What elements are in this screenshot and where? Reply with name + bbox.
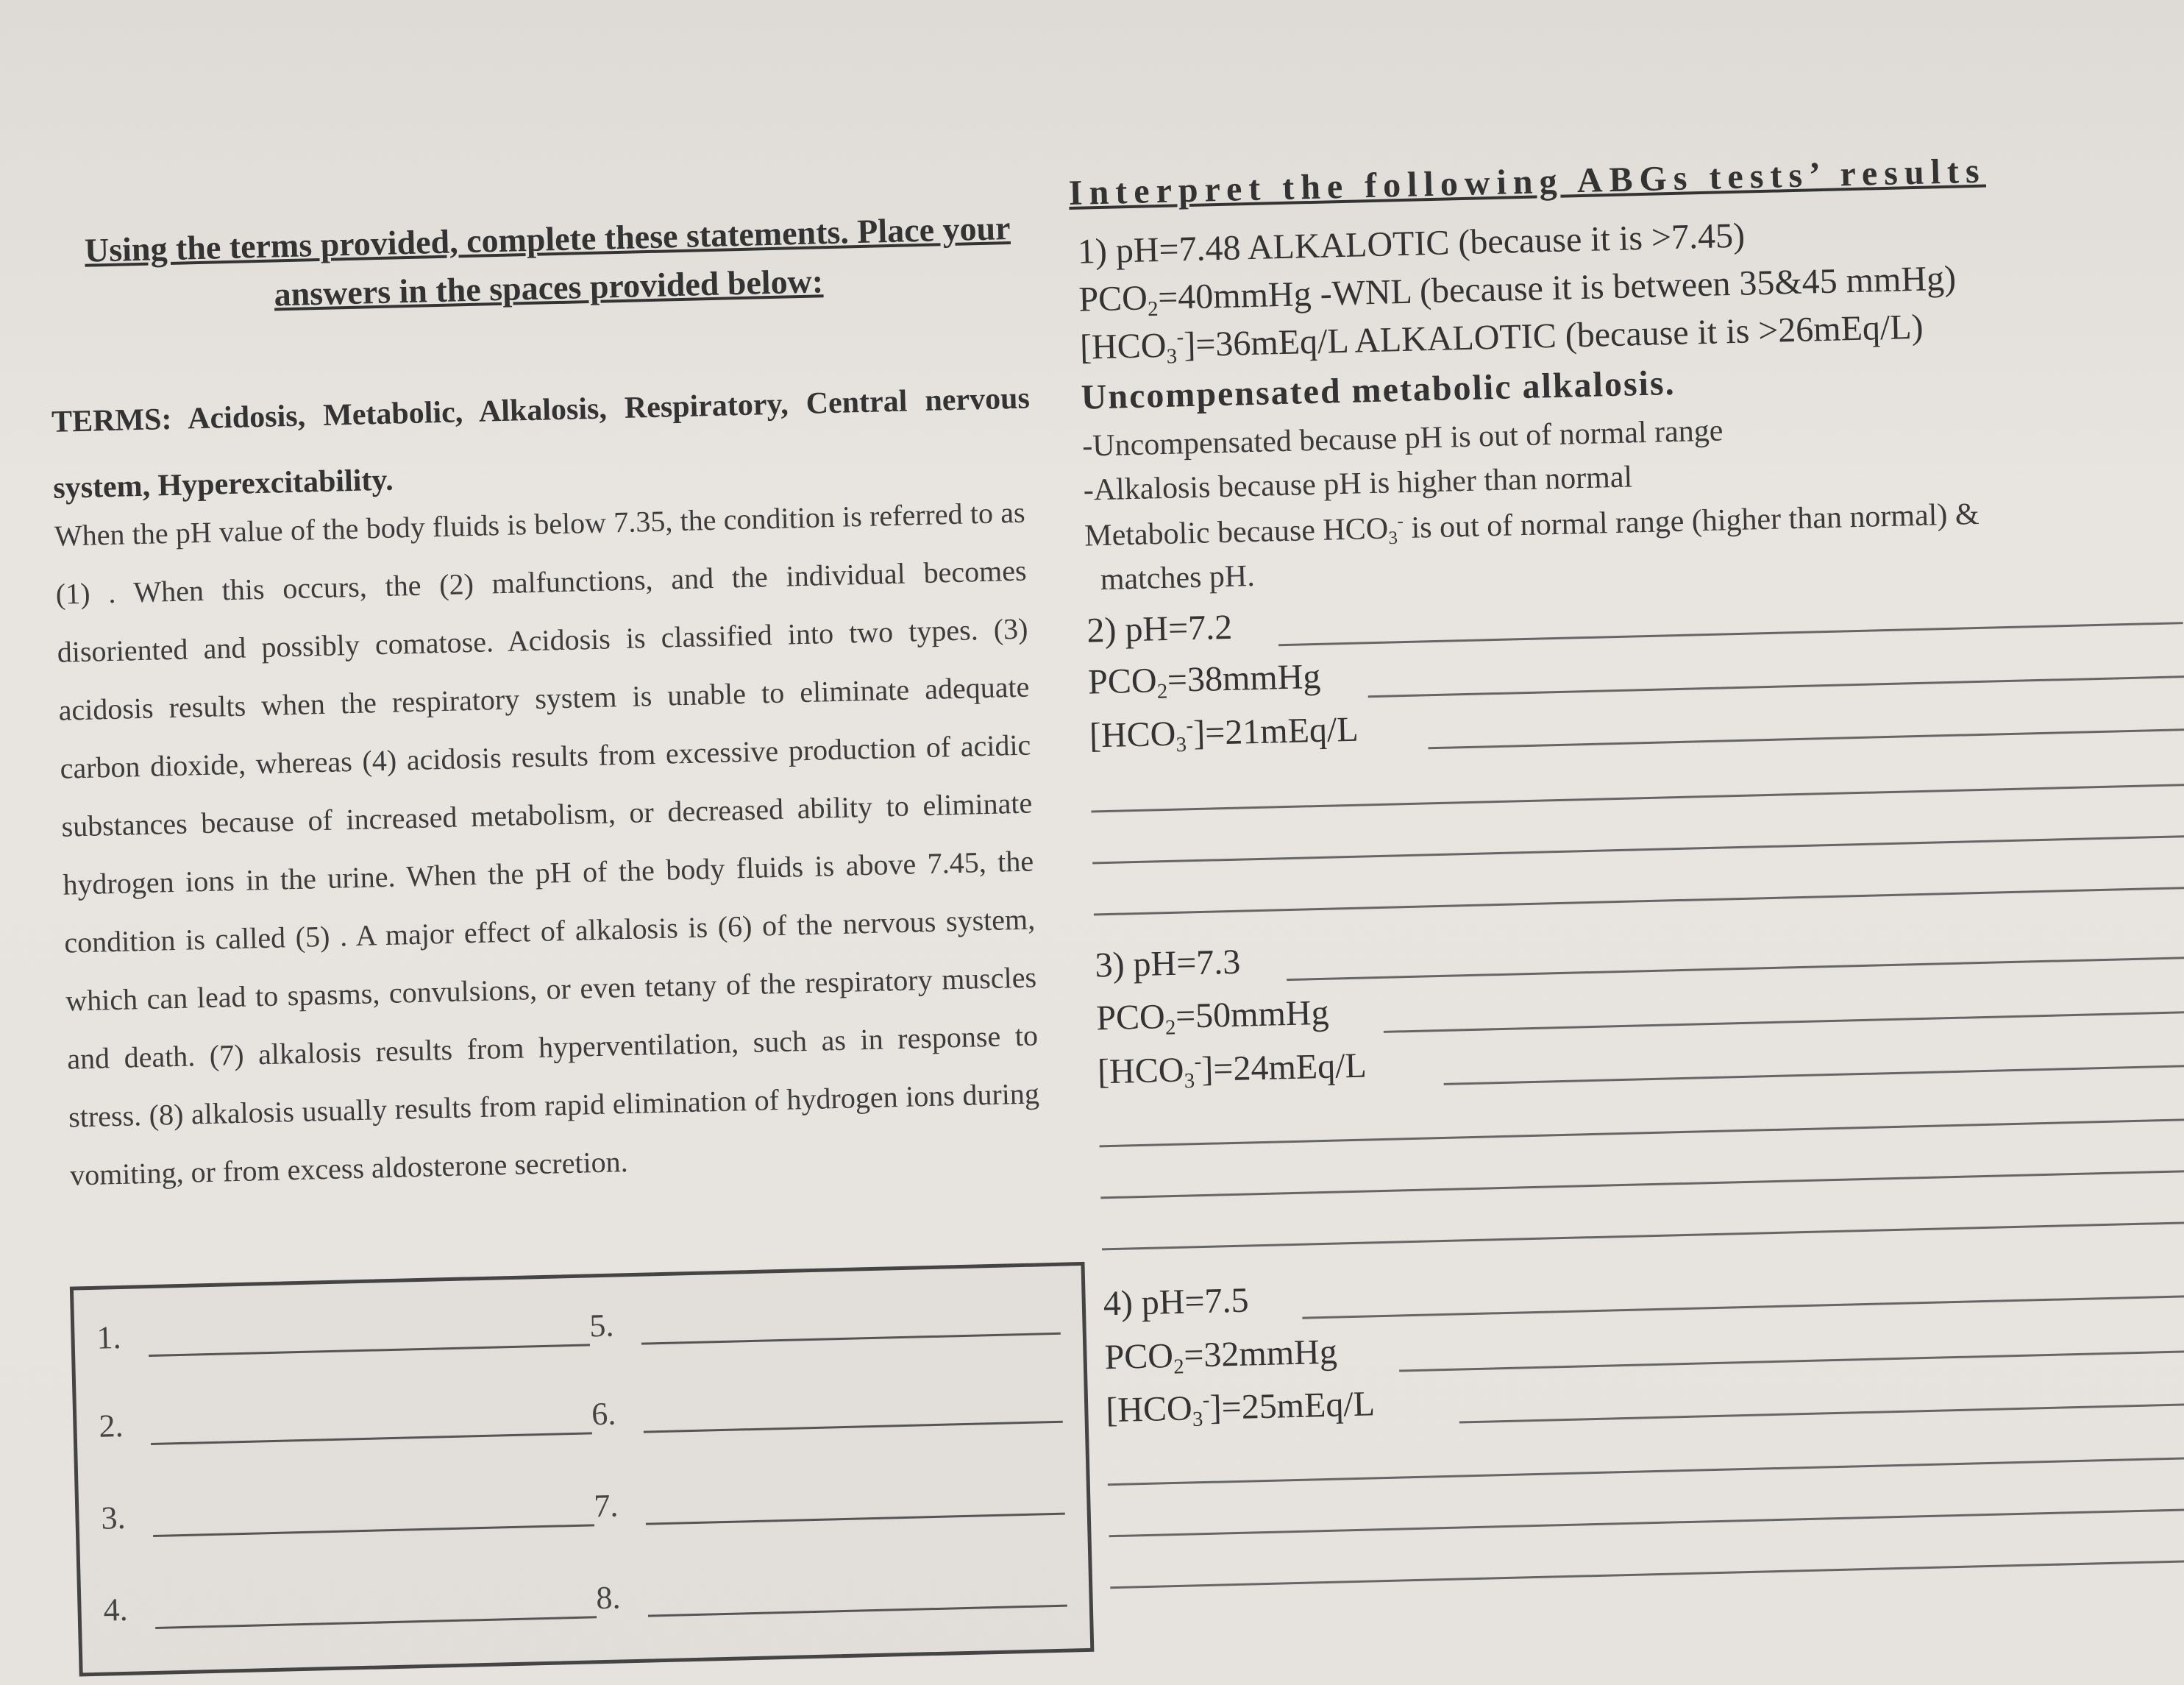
- q2-pco2: $PCO_2=38mmHg$: [1087, 656, 1321, 703]
- answer-line-1[interactable]: [148, 1314, 590, 1357]
- q1-note-metabolic: Metabolic because $HCO_3^-$ is out of normal range (higher than normal) &: [1084, 497, 1980, 553]
- answer-line-4[interactable]: [154, 1586, 597, 1629]
- q4-notes-line-3[interactable]: [1110, 1558, 2184, 1589]
- q4-notes-line-1[interactable]: [1108, 1455, 2184, 1486]
- q3-notes-line-1[interactable]: [1100, 1117, 2184, 1147]
- worksheet-page: [15, 65, 2184, 1684]
- answer-box: [70, 1262, 1095, 1677]
- answer-number-3: 3.: [100, 1499, 127, 1536]
- answer-number-5: 5.: [588, 1307, 614, 1344]
- answer-line-7[interactable]: [645, 1483, 1065, 1525]
- q3-notes-line-2[interactable]: [1100, 1168, 2184, 1199]
- q2-notes-line-2[interactable]: [1092, 834, 2184, 864]
- q4-ph-answer-line[interactable]: [1302, 1294, 2184, 1319]
- answer-number-7: 7.: [593, 1487, 619, 1525]
- q3-pco2: $PCO_2=50mmHg$: [1095, 993, 1330, 1040]
- q3-notes-line-3[interactable]: [1102, 1220, 2184, 1250]
- q3-hco3: $[HCO_3^-]=24mEq/L$: [1097, 1046, 1367, 1093]
- q3-ph-answer-line[interactable]: [1287, 955, 2184, 981]
- q4-notes-line-2[interactable]: [1109, 1507, 2184, 1537]
- q4-hco3-answer-line[interactable]: [1459, 1402, 2184, 1424]
- q1-conclusion: Uncompensated metabolic alkalosis.: [1081, 363, 1676, 417]
- answer-line-6[interactable]: [643, 1391, 1063, 1433]
- answer-number-1: 1.: [96, 1319, 122, 1356]
- terms-list: TERMS: Acidosis, Metabolic, Alkalosis, Respiratory, Central nervous system, Hyperexcitability.: [51, 381, 1031, 506]
- q2-notes-line-3[interactable]: [1094, 885, 2184, 915]
- answer-number-4: 4.: [102, 1591, 129, 1628]
- q3-ph: 3) pH=7.3: [1094, 942, 1241, 985]
- answer-number-6: 6.: [591, 1395, 616, 1433]
- answer-number-2: 2.: [98, 1407, 124, 1444]
- answer-number-8: 8.: [595, 1579, 621, 1617]
- q4-hco3: $[HCO_3^-]=25mEq/L$: [1105, 1384, 1376, 1432]
- q1-hco3: $[HCO_3^-]=36mEq/L$ ALKALOTIC (because it is >26mEq/L): [1079, 307, 1924, 369]
- q4-pco2-answer-line[interactable]: [1399, 1349, 2184, 1372]
- answer-line-8[interactable]: [647, 1575, 1067, 1617]
- q2-ph-answer-line[interactable]: [1278, 620, 2183, 646]
- q2-ph: 2) pH=7.2: [1086, 607, 1233, 650]
- q3-hco3-answer-line[interactable]: [1444, 1063, 2184, 1085]
- q2-hco3-answer-line[interactable]: [1428, 727, 2184, 749]
- answer-line-3[interactable]: [152, 1494, 594, 1537]
- q2-pco2-answer-line[interactable]: [1368, 674, 2184, 698]
- instructions-title: Using the terms provided, complete these statements. Place your answers in the spaces provided below:: [84, 208, 1011, 313]
- fill-in-paragraph: When the pH value of the body fluids is below 7.35, the condition is referred to as (1) . When this occurs, the (2) malfunctions, and the individual becomes disoriented and possibly comatose. Acidosis is classified into two types. (3) acidosis results when the respiratory system is unable to eliminate adequate carbon dioxide, whereas (4) acidosis results from excessive production of acidic substances because of increased metabolism, or decreased ability to eliminate hydrogen ions in the urine. When the pH of the body fluids is above 7.45, the condition is called (5) . A major effect of alkalosis is (6) of the nervous system, which can lead to spasms, convulsions, or even tetany of the respiratory muscles and death. (7) alkalosis results from hyperventilation, such as in response to stress. (8) alkalosis usually results from rapid elimination of hydrogen ions during vomiting, or from excess aldosterone secretion.: [54, 495, 1040, 1192]
- q4-ph: 4) pH=7.5: [1103, 1280, 1250, 1324]
- q1-note-uncompensated: -Uncompensated because pH is out of normal range: [1081, 414, 1724, 464]
- q1-note-alkalosis: -Alkalosis because pH is higher than normal: [1083, 460, 1633, 508]
- abg-title: Interpret the following ABGs tests’ results: [1068, 151, 1987, 213]
- answer-line-2[interactable]: [150, 1402, 592, 1445]
- q4-pco2: $PCO_2=32mmHg$: [1103, 1332, 1338, 1379]
- q2-notes-line-1[interactable]: [1091, 782, 2184, 812]
- q3-pco2-answer-line[interactable]: [1384, 1010, 2184, 1033]
- q2-hco3: $[HCO_3^-]=21mEq/L$: [1089, 709, 1359, 757]
- answer-line-5[interactable]: [641, 1303, 1061, 1345]
- q1-ph: 1) pH=7.48 ALKALOTIC (because it is >7.45): [1077, 216, 1746, 272]
- q1-note-matches: matches pH.: [1100, 559, 1256, 597]
- q1-pco2: $PCO_2=40mmHg$ -WNL (because it is between 35&45 mmHg): [1078, 258, 1957, 322]
